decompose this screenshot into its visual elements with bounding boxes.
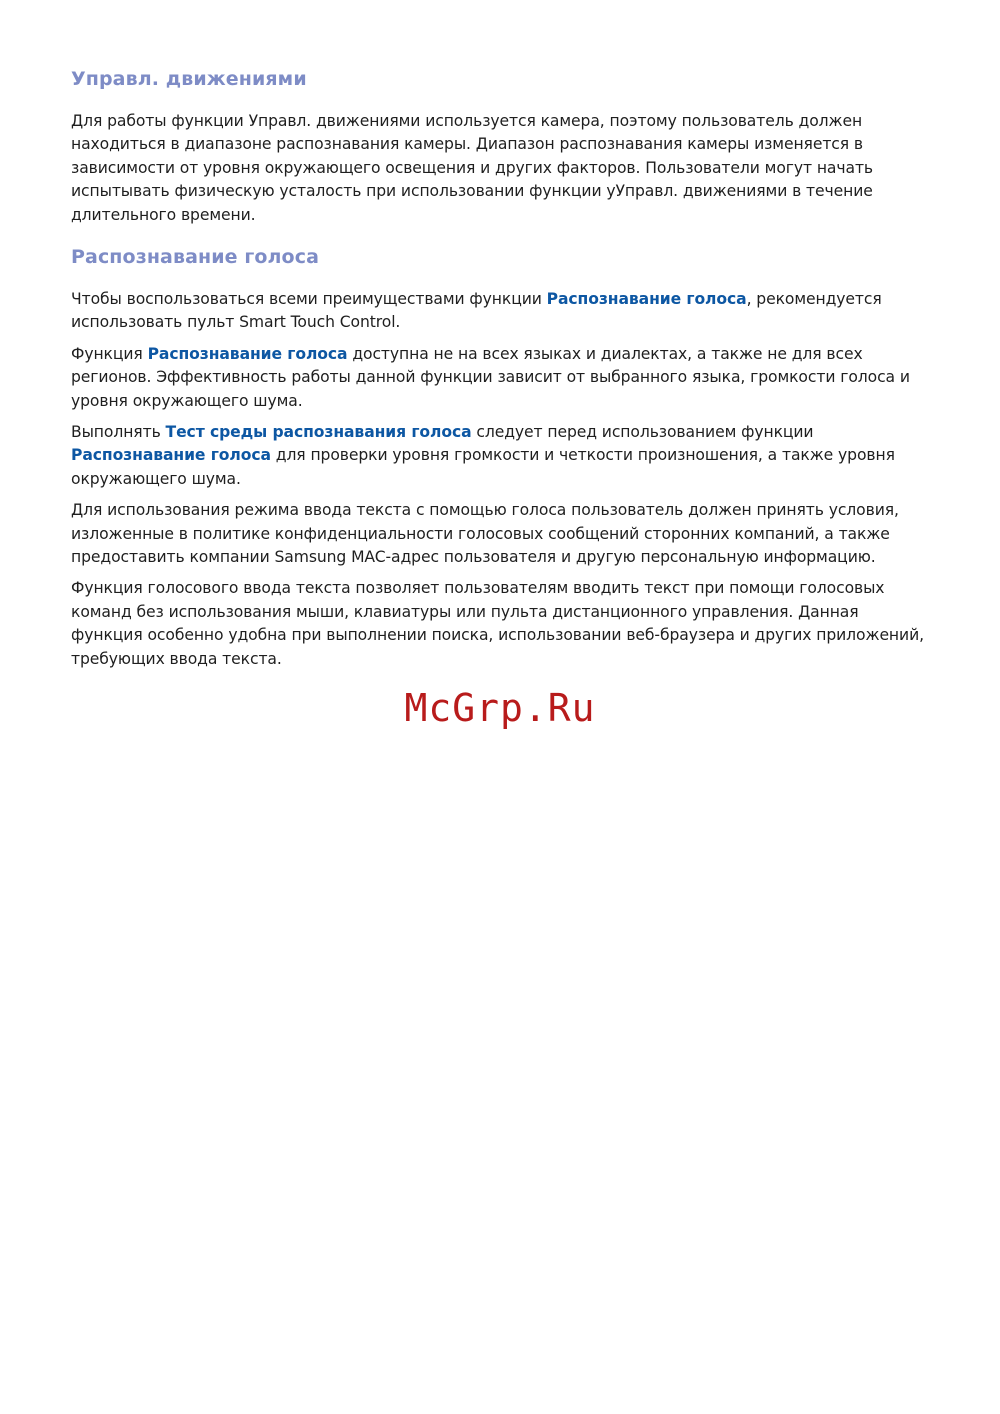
paragraph-voice-3 <box>71 421 933 491</box>
text-fragment: Чтобы воспользоваться всеми преимуществами функции <box>71 290 547 308</box>
section-heading-motion-control: Управл. движениями <box>71 68 307 90</box>
section-body-voice-recognition <box>71 288 933 679</box>
section-heading-voice-recognition: Распознавание голоса <box>71 246 319 268</box>
paragraph-motion-control: Для работы функции Управл. движениями используется камера, поэтому пользователь должен находиться в диапазоне распознавания камеры. Диапазон распознавания камеры изменяется в зависимости от уровня окружающего освещения и других факторов. Пользователи могут начать испытывать физическую усталость при использовании функции уУправл. движениями в течение длительного времени. <box>71 112 874 224</box>
text-fragment: Выполнять <box>71 423 166 442</box>
text-fragment: следует перед использованием функции <box>471 423 814 442</box>
section-body-motion-control <box>71 110 933 235</box>
reference-voice-recognition[interactable]: Распознавание голоса <box>71 446 271 465</box>
text-fragment: доступна не на всех языках и диалектах, а также не для всех регионов. Эффективность работы данной функции зависит от выбранного языка, громкости голоса и уровня окружающего шума. <box>71 344 910 410</box>
text-fragment: , рекомендуется использовать пульт Smart Touch Control. <box>71 290 882 332</box>
reference-voice-environment-test[interactable]: Тест среды распознавания голоса <box>165 423 472 442</box>
reference-voice-recognition[interactable]: Распознавание голоса <box>546 290 747 308</box>
paragraph-voice-1 <box>71 288 933 335</box>
reference-voice-recognition[interactable]: Распознавание голоса <box>147 344 348 363</box>
text-fragment: для проверки уровня громкости и четкости произношения, а также уровня окружающего шума. <box>71 446 895 488</box>
watermark-logo: McGrp.Ru <box>404 686 596 730</box>
paragraph-voice-2 <box>71 343 933 413</box>
paragraph-voice-4: Для использования режима ввода текста с помощью голоса пользователь должен принять условия, изложенные в политике конфиденциальности голосовых сообщений сторонних компаний, а также предоставить компании Samsung MAC-адрес пользователя и другую персональную информацию. <box>71 501 899 567</box>
text-fragment: Функция <box>71 344 148 363</box>
paragraph-voice-5: Функция голосового ввода текста позволяет пользователям вводить текст при помощи голосовых команд без использования мыши, клавиатуры или пульта дистанционного управления. Данная функция особенно удобна при выполнении поиска, использовании веб-браузера и других приложений, требующих ввода текста. <box>71 579 924 668</box>
